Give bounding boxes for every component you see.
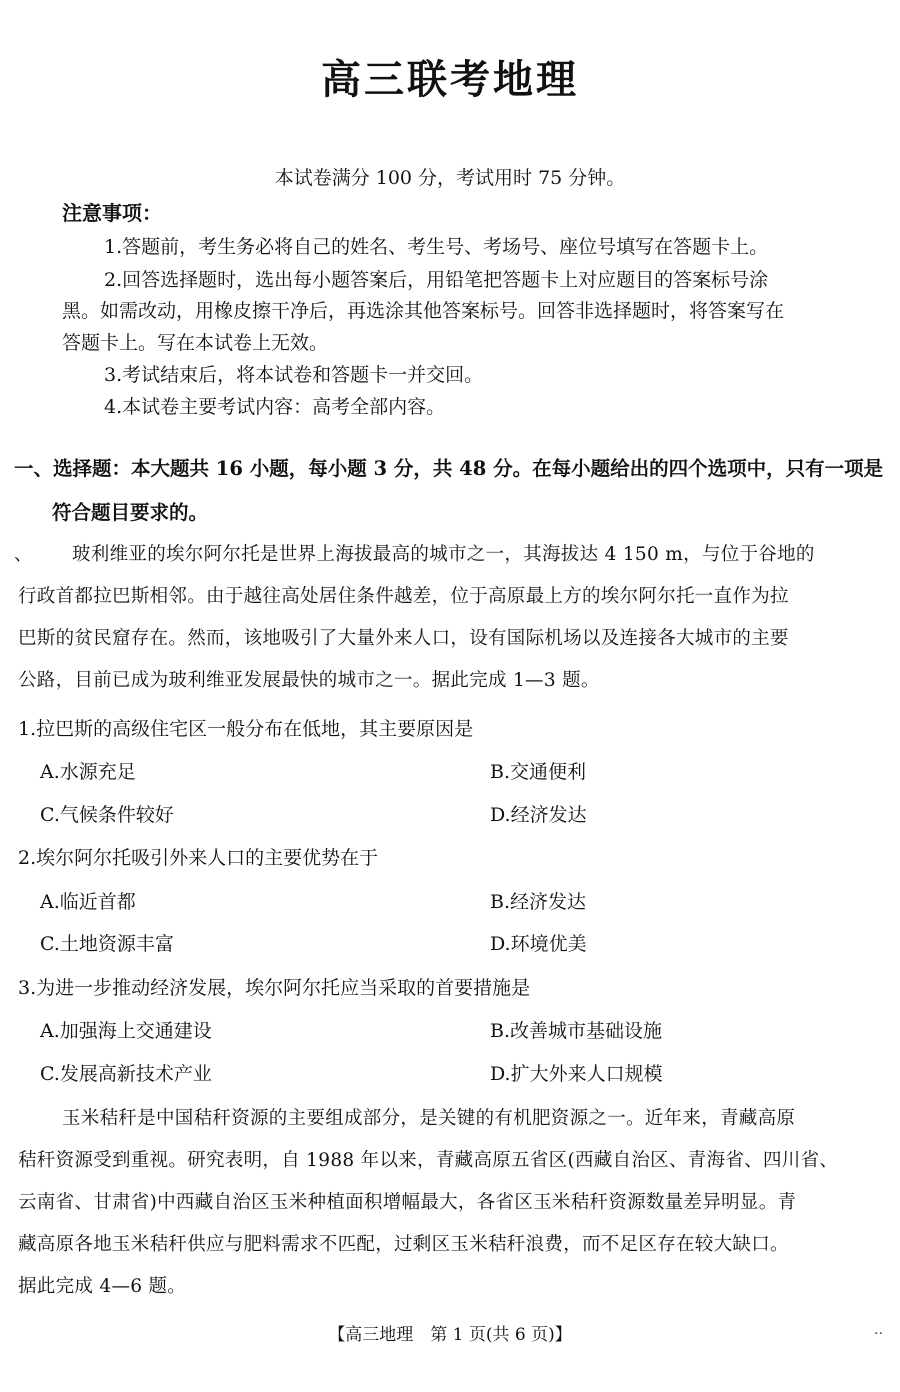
option-a: A.水源充足 xyxy=(40,761,136,783)
passage-line: 玻利维亚的埃尔阿尔托是世界上海拔最高的城市之一，其海拔达 4 150 m，与位于谷地的 xyxy=(72,544,815,565)
notice-line: 答题卡上。写在本试卷上无效。 xyxy=(62,332,329,354)
page-title: 高三联考地理 xyxy=(321,57,579,103)
option-b: B.经济发达 xyxy=(490,891,587,913)
question-stem: 2.埃尔阿尔托吸引外来人口的主要优势在于 xyxy=(18,847,379,869)
option-c: C.气候条件较好 xyxy=(40,804,174,826)
footer-dots: .. xyxy=(874,1322,883,1338)
question-stem: 1.拉巴斯的高级住宅区一般分布在低地，其主要原因是 xyxy=(18,718,474,740)
notice-line: 2.回答选择题时，选出每小题答案后，用铅笔把答题卡上对应题目的答案标号涂 xyxy=(104,269,769,291)
notice-line: 1.答题前，考生务必将自己的姓名、考生号、考场号、座位号填写在答题卡上。 xyxy=(104,236,769,258)
page-footer: 【高三地理 第 1 页(共 6 页)】 xyxy=(328,1325,572,1345)
notice-line: 3.考试结束后，将本试卷和答题卡一并交回。 xyxy=(104,364,484,386)
option-a: A.临近首都 xyxy=(40,891,136,913)
passage-line: 玉米秸秆是中国秸秆资源的主要组成部分，是关键的有机肥资源之一。近年来，青藏高原 xyxy=(62,1108,796,1129)
passage-line: 藏高原各地玉米秸秆供应与肥料需求不匹配，过剩区玉米秸秆浪费，而不足区存在较大缺口。 xyxy=(18,1234,789,1255)
option-d: D.经济发达 xyxy=(490,804,587,826)
option-d: D.环境优美 xyxy=(490,933,587,955)
question-stem: 3.为进一步推动经济发展，埃尔阿尔托应当采取的首要措施是 xyxy=(18,977,531,999)
passage-line: 云南省、甘肃省)中西藏自治区玉米种植面积增幅最大，各省区玉米秸秆资源数量差异明显。青 xyxy=(18,1192,797,1213)
option-c: C.发展高新技术产业 xyxy=(40,1063,212,1085)
option-c: C.土地资源丰富 xyxy=(40,933,174,955)
section-heading: 一、选择题：本大题共 16 小题，每小题 3 分，共 48 分。在每小题给出的四个选项中，只有一项是 xyxy=(14,457,884,480)
notice-line: 黑。如需改动，用橡皮擦干净后，再选涂其他答案标号。回答非选择题时，将答案写在 xyxy=(62,300,785,322)
notice-line: 4.本试卷主要考试内容：高考全部内容。 xyxy=(104,396,446,418)
passage-line: 据此完成 4—6 题。 xyxy=(18,1276,187,1297)
option-b: B.交通便利 xyxy=(490,761,587,783)
option-d: D.扩大外来人口规模 xyxy=(490,1063,663,1085)
exam-info: 本试卷满分 100 分，考试用时 75 分钟。 xyxy=(274,167,626,189)
notice-heading: 注意事项： xyxy=(62,201,162,225)
passage-line: 秸秆资源受到重视。研究表明，自 1988 年以来，青藏高原五省区(西藏自治区、青海省、四川省、 xyxy=(18,1150,839,1171)
option-b: B.改善城市基础设施 xyxy=(490,1020,663,1042)
option-a: A.加强海上交通建设 xyxy=(40,1020,212,1042)
passage-line: 巴斯的贫民窟存在。然而，该地吸引了大量外来人口，设有国际机场以及连接各大城市的主要 xyxy=(18,628,789,649)
passage-line: 行政首都拉巴斯相邻。由于越往高处居住条件越差，位于高原最上方的埃尔阿尔托一直作为拉 xyxy=(18,586,789,607)
stray-mark: 、 xyxy=(14,544,32,565)
section-heading-cont: 符合题目要求的。 xyxy=(52,501,209,524)
passage-line: 公路，目前已成为玻利维亚发展最快的城市之一。据此完成 1—3 题。 xyxy=(18,670,600,691)
